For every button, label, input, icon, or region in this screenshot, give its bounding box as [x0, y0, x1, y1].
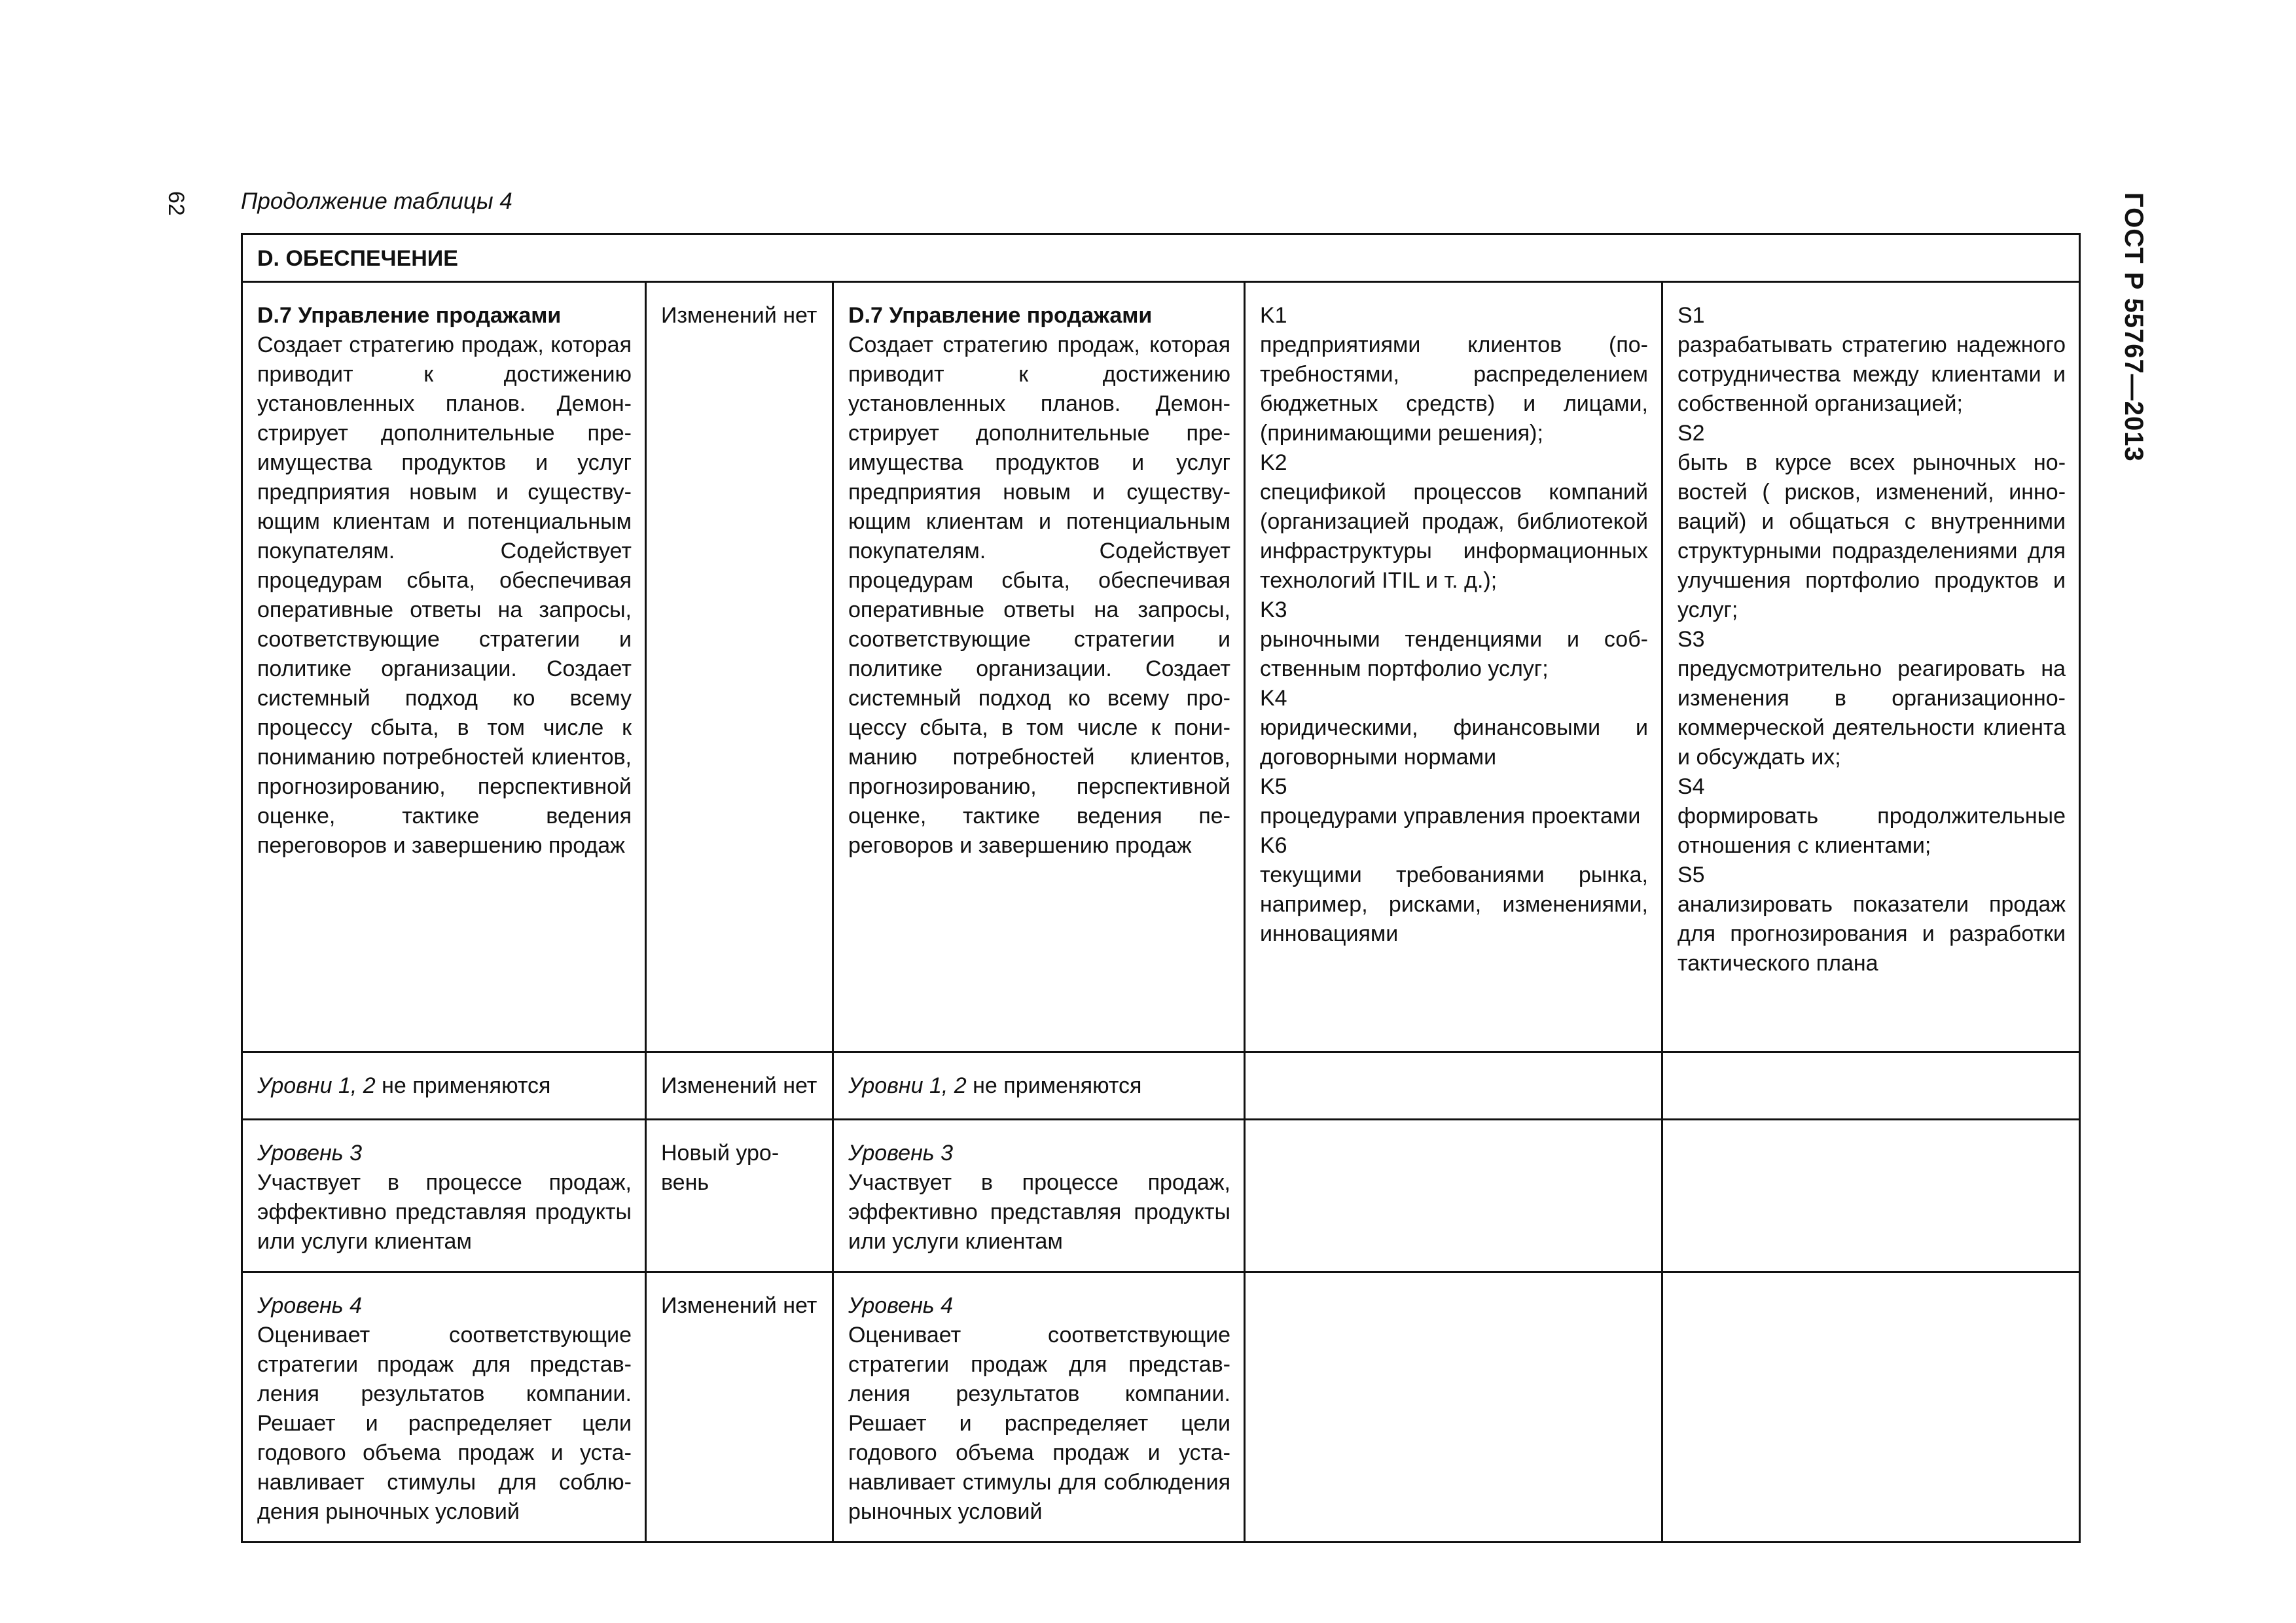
table-row [242, 1120, 2080, 1272]
level-title: Уровень 4 [848, 1293, 954, 1318]
skill-code: S1 [1677, 303, 1705, 328]
level-title: Уровень 3 [257, 1141, 363, 1166]
competence-title: D.7 Управление продажами [848, 303, 1153, 328]
cell-empty [1245, 1120, 1662, 1272]
knowledge-text: спецификой процессов компаний (организацией продаж, библиотекой инфраструктуры информационных технологий ITIL и т. д.); [1260, 480, 1648, 593]
cell-skills [1662, 282, 2080, 1052]
changes-text: Изменений нет [661, 1293, 817, 1318]
cell-empty [1662, 1052, 2080, 1120]
section-header-row [242, 234, 2080, 282]
cell-level4-new [833, 1272, 1245, 1543]
cell-knowledge [1245, 282, 1662, 1052]
cell-changes [646, 1272, 833, 1543]
knowledge-text: текущими требованиями рынка, например, рисками, изменениями, инновациями [1260, 863, 1648, 946]
cell-changes [646, 1052, 833, 1120]
skill-code: S4 [1677, 774, 1705, 799]
skill-text: анализировать показатели продаж для прогнозирования и разработки тактического плана [1677, 892, 2066, 976]
level-title: Уровень 3 [848, 1141, 954, 1166]
cell-level3-new [833, 1120, 1245, 1272]
level-text: Оценивает соответствующие стратегии продаж для представления результатов компании. Решает и распределяет цели годового объема продаж и устанавливает стимулы для соблюдения рыночных условий [848, 1323, 1230, 1524]
knowledge-code: K5 [1260, 774, 1287, 799]
cell-empty [1245, 1272, 1662, 1543]
level-text: Участвует в процессе продаж, эффективно представляя продукты или услуги клиентам [257, 1170, 632, 1254]
cell-level3-old [242, 1120, 646, 1272]
cell-changes [646, 282, 833, 1052]
skill-text: формировать продолжительные отношения с клиентами; [1677, 804, 2066, 858]
knowledge-code: K1 [1260, 303, 1287, 328]
cell-levels-new [833, 1052, 1245, 1120]
knowledge-text: юридическими, финансовыми и договорными нормами [1260, 715, 1648, 770]
competence-title: D.7 Управление продажами [257, 303, 562, 328]
changes-text: Изменений нет [661, 1073, 817, 1098]
cell-description-old [242, 282, 646, 1052]
changes-text: Изменений нет [661, 303, 817, 328]
knowledge-text: предприятиями клиентов (потребностями, распределением бюджетных средств) и лицами, (принимающими решения); [1260, 332, 1648, 446]
knowledge-code: K4 [1260, 686, 1287, 711]
table-row [242, 282, 2080, 1052]
skill-code: S5 [1677, 863, 1705, 887]
table-row [242, 1272, 2080, 1543]
skill-code: S3 [1677, 627, 1705, 652]
cell-empty [1245, 1052, 1662, 1120]
skill-code: S2 [1677, 421, 1705, 446]
changes-text: Новый уровень [661, 1141, 780, 1195]
competence-text: Создает стратегию продаж, которая приводит к достижению установленных планов. Демонстрирует дополнительные преимущества продуктов и услуг предприятия новым и существующим клиентам и потенциальным покупателям. Содействует процедурам сбыта, обеспечивая оперативные ответы на запросы, соответствующие стратегии и политике организации. Создает системный подход ко всему процессу сбыта, в том числе к пониманию потребностей клиентов, прогнозированию, перспективной оценке, тактике ведения переговоров и завершению продаж [848, 332, 1230, 858]
standard-id: ГОСТ Р 55767—2013 [2119, 192, 2148, 462]
skill-text: быть в курсе всех рыночных новостей ( рисков, изменений, инноваций) и общаться с внутренними структурными подразделениями для улучшения портфолио продуктов и услуг; [1677, 450, 2066, 622]
table-caption: Продолжение таблицы 4 [241, 188, 512, 214]
levels-label: Уровни 1, 2 [848, 1073, 967, 1098]
cell-empty [1662, 1272, 2080, 1543]
cell-changes [646, 1120, 833, 1272]
level-text: Оценивает соответствующие стратегии продаж для представления результатов компании. Решает и распределяет цели годового объема продаж и устанавливает стимулы для соблюдения рыночных условий [257, 1323, 632, 1524]
level-text: Участвует в процессе продаж, эффективно представляя продукты или услуги клиентам [848, 1170, 1230, 1254]
table-row [242, 1052, 2080, 1120]
knowledge-text: процедурами управления проектами [1260, 804, 1641, 829]
cell-levels-old [242, 1052, 646, 1120]
competence-text: Создает стратегию продаж, которая приводит к достижению установленных планов. Демонстрирует дополнительные преимущества продуктов и услуг предприятия новым и существующим клиентам и потенциальным покупателям. Содействует процедурам сбыта, обеспечивая оперативные ответы на запросы, соответствующие стратегии и политике организации. Создает системный подход ко всему процессу сбыта, в том числе к пониманию потребностей клиентов, прогнозированию, перспективной оценке, тактике ведения переговоров и завершению продаж [257, 332, 632, 858]
levels-label: Уровни 1, 2 [257, 1073, 376, 1098]
page-number: 62 [164, 191, 188, 216]
levels-text: не применяются [375, 1073, 551, 1098]
section-header: D. ОБЕСПЕЧЕНИЕ [242, 234, 2080, 282]
skill-text: предусмотрительно реагировать на изменения в организационно-коммерческой деятельности клиента и обсуждать их; [1677, 656, 2066, 770]
cell-level4-old [242, 1272, 646, 1543]
knowledge-text: рыночными тенденциями и собственным портфолио услуг; [1260, 627, 1648, 681]
skill-text: разрабатывать стратегию надежного сотрудничества между клиентами и собственной организацией; [1677, 332, 2066, 416]
knowledge-code: K2 [1260, 450, 1287, 475]
level-title: Уровень 4 [257, 1293, 363, 1318]
competence-table [241, 233, 2081, 1543]
knowledge-code: K6 [1260, 833, 1287, 858]
levels-text: не применяются [966, 1073, 1142, 1098]
cell-description-new [833, 282, 1245, 1052]
cell-empty [1662, 1120, 2080, 1272]
knowledge-code: K3 [1260, 597, 1287, 622]
